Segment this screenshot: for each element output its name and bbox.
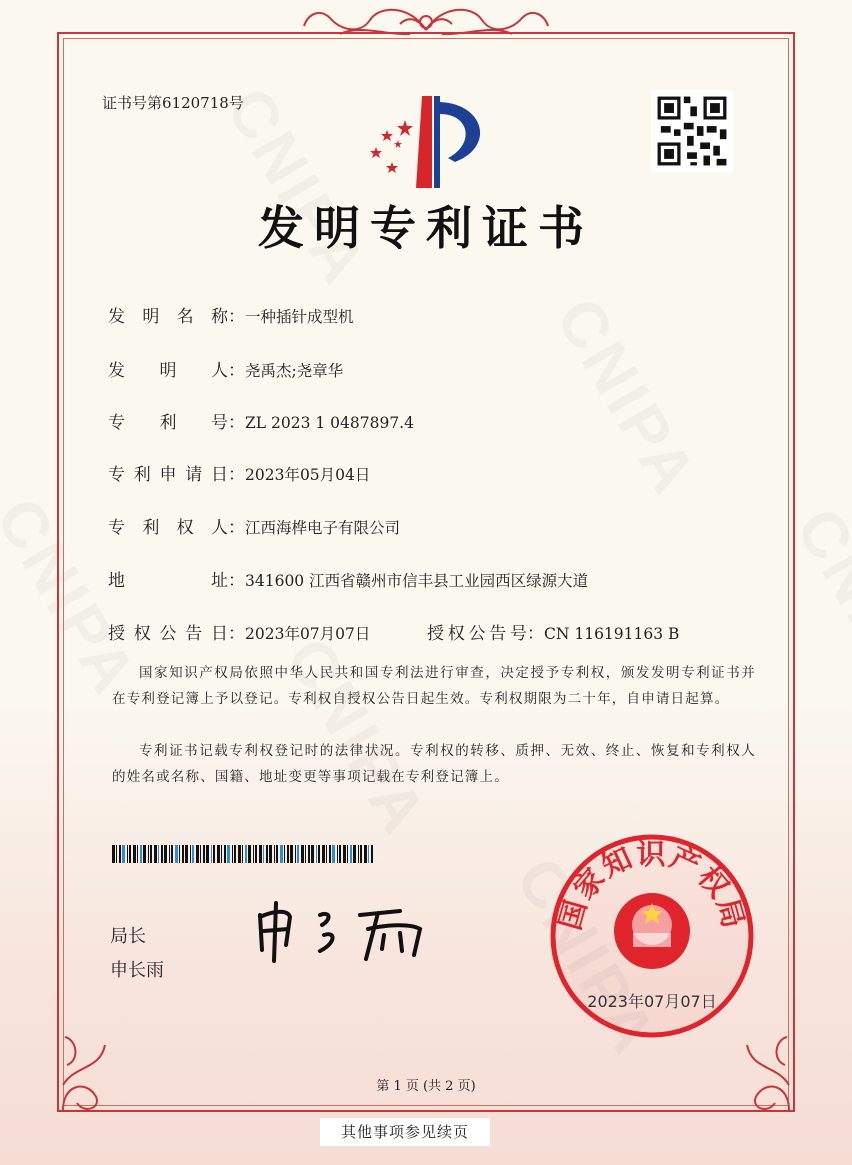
- barcode-bar: [206, 845, 209, 863]
- barcode-bar: [143, 845, 146, 863]
- barcode-bar: [353, 845, 356, 863]
- barcode-bar: [371, 845, 373, 863]
- barcode-bar: [185, 845, 188, 863]
- director-title: 局长: [110, 926, 146, 947]
- continued-note: 其他事项参见续页: [320, 1118, 490, 1146]
- field-value: CN 116191163 B: [544, 625, 680, 643]
- barcode-bar: [112, 845, 115, 863]
- barcode-bar: [301, 845, 304, 863]
- field-value: 2023年07月07日: [245, 625, 371, 643]
- barcode-bar: [161, 845, 163, 863]
- barcode-bar: [329, 845, 331, 863]
- barcode-bar: [263, 845, 264, 863]
- barcode-bar: [280, 845, 283, 863]
- field-value: 尧禹杰;尧章华: [245, 362, 344, 380]
- seal-text: 国家知识产权局: [552, 837, 752, 934]
- barcode-bar: [182, 845, 184, 863]
- barcode-bar: [140, 845, 142, 863]
- barcode-bar: [322, 845, 325, 863]
- barcode-bar: [217, 845, 220, 863]
- barcode-bar: [238, 845, 241, 863]
- barcode-bar: [337, 845, 338, 863]
- corner-ornament: [55, 1025, 115, 1115]
- field-value: ZL 2023 1 0487897.4: [245, 414, 414, 432]
- barcode-bar: [232, 845, 233, 863]
- field-label: 专利号: [108, 413, 228, 433]
- barcode-bar: [137, 845, 138, 863]
- field-label: 专利权人: [108, 518, 228, 538]
- director-name: 申长雨: [110, 960, 164, 981]
- qr-code[interactable]: [651, 90, 733, 172]
- barcode-bar: [290, 845, 293, 863]
- barcode-bar: [221, 845, 222, 863]
- barcode-bar: [158, 845, 159, 863]
- field-label: 授权公告日: [108, 624, 228, 644]
- barcode-bar: [116, 845, 117, 863]
- field-announcement-number: 授权公告号：CN 116191163 B: [427, 619, 679, 644]
- director-signature: [250, 895, 440, 965]
- barcode-bar: [196, 845, 199, 863]
- barcode-bar: [339, 845, 341, 863]
- barcode-bar: [269, 845, 272, 863]
- seal-date: 2023年07月07日: [587, 992, 717, 1011]
- statement-paragraph: 专利证书记载专利权登记时的法律状况。专利权的转移、质押、无效、终止、恢复和专利权人的姓名或名称、国籍、地址变更等事项记载在专利登记簿上。: [112, 743, 756, 785]
- barcode-bar: [347, 845, 348, 863]
- field-patentee: 专利权人：江西海桦电子有限公司: [108, 513, 400, 538]
- field-label: 专利申请日: [108, 465, 228, 485]
- barcode-bar: [248, 845, 251, 863]
- field-patent-number: 专利号：ZL 2023 1 0487897.4: [108, 408, 414, 433]
- page-number: 第 1 页 (共 2 页): [376, 1079, 476, 1094]
- barcode-bar: [358, 845, 359, 863]
- field-grant-date: 授权公告日：2023年07月07日: [108, 619, 370, 644]
- certificate-title: 发明专利证书: [258, 201, 594, 255]
- field-label: 授权公告号: [427, 624, 527, 644]
- barcode-bar: [127, 845, 128, 863]
- barcode-bar: [360, 845, 362, 863]
- certificate-number: 证书号第6120718号: [102, 94, 244, 112]
- barcode-bar: [295, 845, 296, 863]
- barcode-bar: [242, 845, 243, 863]
- barcode-bar: [227, 845, 230, 863]
- barcode-bar: [326, 845, 327, 863]
- barcode-bar: [129, 845, 131, 863]
- official-seal: [549, 833, 755, 1039]
- barcode-bar: [245, 845, 247, 863]
- barcode-bar: [274, 845, 275, 863]
- barcode-bar: [318, 845, 320, 863]
- barcode-bar: [133, 845, 136, 863]
- field-value: 2023年05月04日: [245, 466, 371, 484]
- field-label: 发明名称: [108, 307, 228, 327]
- barcode-bar: [150, 845, 152, 863]
- barcode-bar: [213, 845, 215, 863]
- top-ornament: [300, 0, 552, 40]
- barcode-bar: [234, 845, 236, 863]
- field-value: 341600 江西省赣州市信丰县工业园西区绿源大道: [245, 572, 589, 590]
- barcode-bar: [200, 845, 201, 863]
- barcode-bar: [287, 845, 289, 863]
- barcode-bar: [154, 845, 157, 863]
- field-label: 地址: [108, 571, 228, 591]
- barcode-bar: [179, 845, 180, 863]
- barcode-bar: [297, 845, 299, 863]
- barcode-bar: [253, 845, 254, 863]
- barcode-bar: [169, 845, 170, 863]
- barcode-bar: [343, 845, 346, 863]
- field-label: 发明人: [108, 361, 228, 381]
- field-address: 地址：341600 江西省赣州市信丰县工业园西区绿源大道: [108, 566, 588, 591]
- barcode-bar: [368, 845, 369, 863]
- barcode-bar: [284, 845, 285, 863]
- barcode-bar: [122, 845, 125, 863]
- barcode-bar: [305, 845, 306, 863]
- field-value: 一种插针成型机: [245, 308, 354, 326]
- statement-paragraph: 国家知识产权局依照中华人民共和国专利法进行审查，决定授予专利权，颁发发明专利证书并在专利登记簿上予以登记。专利权自授权公告日起生效。专利权期限为二十年，自申请日起算。: [112, 665, 756, 707]
- barcode-bar: [308, 845, 310, 863]
- barcode-bar: [311, 845, 314, 863]
- barcode-bar: [190, 845, 191, 863]
- barcode-bar: [175, 845, 178, 863]
- barcode-bar: [224, 845, 226, 863]
- barcode-bar: [350, 845, 352, 863]
- cnipa-logo: [360, 92, 495, 192]
- barcode: [112, 845, 374, 863]
- field-invention-name: 发明名称：一种插针成型机: [108, 302, 354, 327]
- barcode-bar: [119, 845, 121, 863]
- field-value: 江西海桦电子有限公司: [245, 519, 401, 537]
- field-application-date: 专利申请日：2023年05月04日: [108, 460, 370, 485]
- barcode-bar: [316, 845, 317, 863]
- barcode-bar: [255, 845, 257, 863]
- barcode-bar: [266, 845, 268, 863]
- barcode-bar: [332, 845, 335, 863]
- barcode-bar: [192, 845, 194, 863]
- barcode-bar: [259, 845, 262, 863]
- barcode-bar: [171, 845, 173, 863]
- field-inventor: 发明人：尧禹杰;尧章华: [108, 356, 343, 381]
- barcode-bar: [148, 845, 149, 863]
- barcode-bar: [276, 845, 278, 863]
- barcode-bar: [364, 845, 367, 863]
- barcode-bar: [211, 845, 212, 863]
- barcode-bar: [203, 845, 205, 863]
- barcode-bar: [164, 845, 167, 863]
